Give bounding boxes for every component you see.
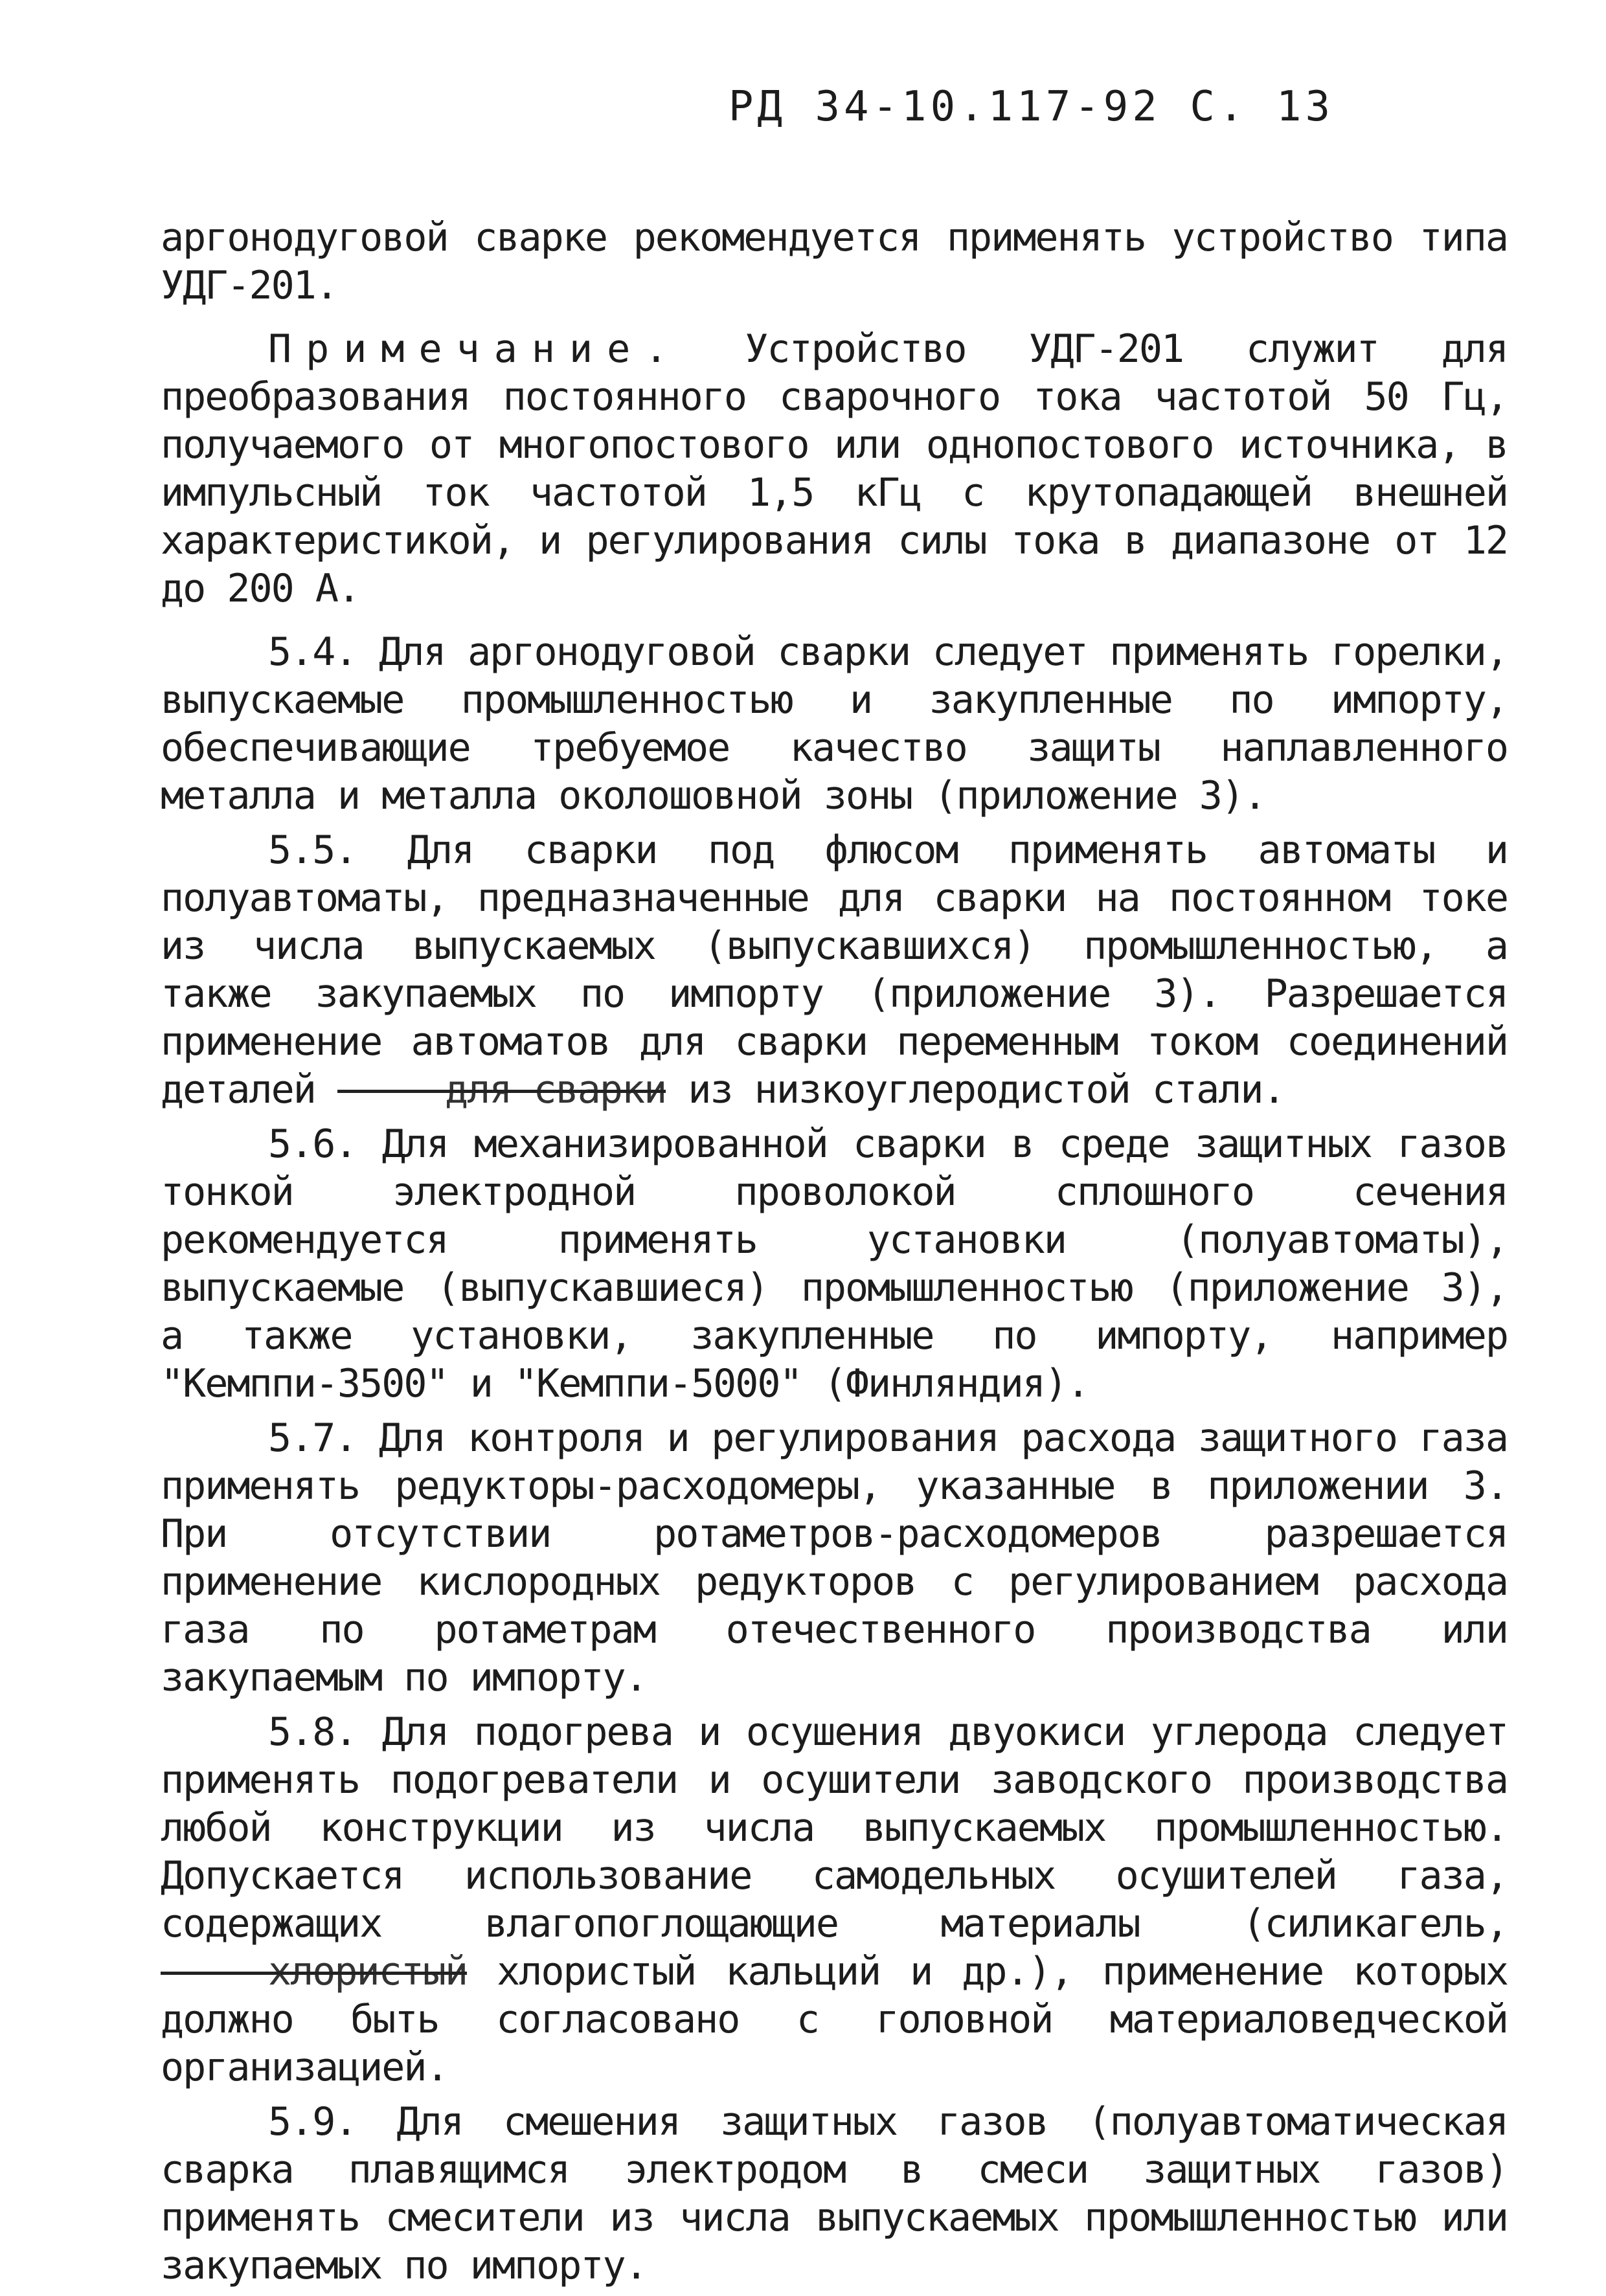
paragraph-5-7: 5.7. Для контроля и регулирования расхода защитного газа применять редукторы-расходомеры, указанные в приложении 3. При отсутствии ротаметров-расходомеров разрешается применение кислородных редукторов с регулированием расхода газа по ротаметрам отечественного производства или закупаемым по импорту. (161, 1415, 1508, 1700)
paragraph-5-5-text-b: из низкоуглеродистой стали. (666, 1067, 1285, 1112)
paragraph-5-9: 5.9. Для смешения защитных газов (полуавтоматическая сварка плавящимся электродом в смеси защитных газов) применять смесители из числа выпускаемых промышленностью или закупаемых по импорту. (161, 2099, 1508, 2288)
document-body (161, 214, 1508, 2296)
paragraph-continuation: аргонодуговой сварке рекомендуется применять устройство типа УДГ-201. (161, 215, 1508, 308)
paragraph-5-4: 5.4. Для аргонодуговой сварки следует применять горелки, выпускаемые промышленностью и закупленные по импорту, обеспечивающие требуемое качество защиты наплавленного металла и металла околошовной зоны (приложение 3). (161, 629, 1508, 818)
paragraph-5-5 (161, 826, 1508, 1114)
paragraph-5-8-text-b: хлористый кальций и др.), применение которых должно быть согласовано с головной материаловедческой организацией. (161, 1949, 1508, 2090)
paragraph-note (161, 325, 1508, 613)
page-header-code: РД 34-10.117-92 С. 13 (728, 83, 1334, 131)
paragraph-5-8 (161, 1708, 1508, 2091)
note-label: Примечание. (268, 326, 683, 372)
paragraph-5-6: 5.6. Для механизированной сварки в среде защитных газов тонкой электродной проволокой сплошного сечения рекомендуется применять установки (полуавтоматы), выпускаемые (выпускавшиеся) промышленностью (приложение 3), а также установки, закупленные по импорту, например "Кемппи-3500" и "Кемппи-5000" (Финляндия). (161, 1121, 1508, 1406)
struck-out-text: хлористый (161, 1948, 467, 1996)
paragraph-5-8-text-a: 5.8. Для подогрева и осушения двуокиси углерода следует применять подогреватели и осушители заводского производства любой конструкции из числа выпускаемых промышленностью. Допускается использование самодельных осушителей газа, содержащих влагопоглощающие материалы (силикагель, (161, 1709, 1508, 1946)
note-text: Устройство УДГ-201 служит для преобразования постоянного сварочного тока частотой 50 Гц, получаемого от многопостового или однопостового источника, в импульсный ток частотой 1,5 кГц с крутопадающей внешней характеристикой, и регулирования силы тока в диапазоне от 12 до 200 А. (161, 326, 1508, 611)
paragraph-5-5-text-a: 5.5. Для сварки под флюсом применять автоматы и полуавтоматы, предназначенные для сварки на постоянном токе из числа выпускаемых (выпускавшихся) промышленностью, а также закупаемых по импорту (приложение 3). Разрешается применение автоматов для сварки переменным током соединений деталей (161, 827, 1508, 1112)
struck-out-text: для сварки (337, 1066, 666, 1114)
